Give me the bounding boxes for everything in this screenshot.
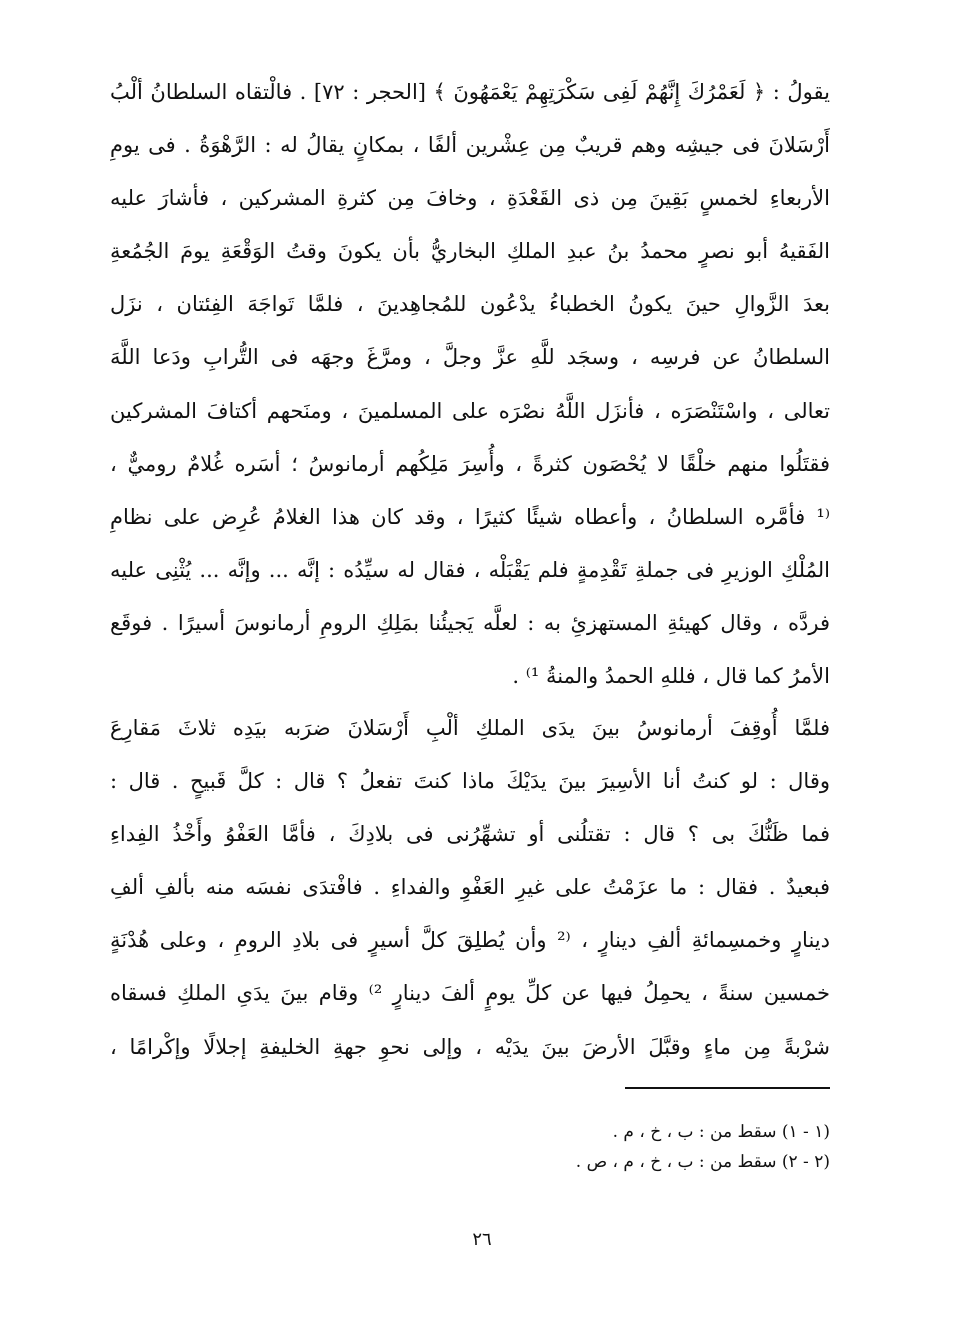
text-line: المُلْكِ الوزيرِ فى جملةِ تَقْدِمةٍ فلم يَقْبَلْه ، فقال له سيِّدُه : إنَّه ... وإنَّه ... يُثْنِى عليه (110, 557, 830, 582)
text-line: الأمرُ كما قال ، فللهِ الحمدُ والمنةُ ¹⁾ . (512, 664, 830, 689)
text-line: فبعيدٌ . فقال : ما عزَمْتُ على غيرِ العَفْوِ والفداءِ . فافْتدَى نفسَه منه بألفِ ألفِ (110, 875, 830, 900)
text-line: وقال : لو كنتُ أنا الأسِيرَ بينَ يدَيْكَ ماذا كنتَ تفعلُ ؟ قال : كلَّ قَبيحٍ . قال : (110, 769, 830, 794)
paragraph-1 (110, 66, 830, 703)
footnotes (430, 1117, 830, 1177)
text-line: الأربعاءِ لخمسٍ بَقِينَ مِن ذى القَعْدَةِ ، وخافَ مِن كثرةِ المشركين ، فأشارَ عليه (110, 186, 830, 211)
footnote-separator (625, 1087, 830, 1089)
text-line: فلمَّا أُوقِفَ أرمانوسُ بينَ يدَى الملكِ ألْبِ أَرْسَلانَ ضرَبه بيَدِه ثلاثَ مَقارِعَ (110, 716, 830, 740)
text-line: يقولُ : ﴿ لَعَمْرُكَ إِنَّهُمْ لَفِى سَكْرَتِهِمْ يَعْمَهُونَ ﴾ [الحجر : ٧٢] . فالْتقاه السلطانُ ألْبُ (110, 80, 830, 104)
footnote-1: (١ - ١) سقط من : ب ، خ ، م . (612, 1122, 830, 1142)
text-line: السلطانُ عن فرسِه ، وسجَد للَّهِ عزَّ وجلَّ ، ومرَّغَ وجهَه فى التُّرابِ ودَعا اللَّهَ (110, 345, 830, 370)
page-number: ٢٦ (472, 1229, 492, 1250)
text-line: فردَّه ، وقال كهيئةِ المستهزئِ به : لعلَّه يَجيئُنا بمَلِكِ الرومِ أرمانوسَ أسيرًا . فوقَع (110, 610, 830, 635)
text-line: تعالى ، واسْتَنْصَرَه ، فأنزَل اللَّهُ نصْرَه على المسلمينَ ، ومنَحهم أكتافَ المشركين (110, 398, 830, 423)
text-line: فما ظَنُّكَ بى ؟ قال : تقتلُنى أو تشهِّرُنى فى بلادِكَ ، فأمَّا العَفْوُ وأَخْذُ الفِداءِ (110, 822, 830, 847)
text-line: خمسين سنةً ، يحمِلُ فيها عن كلِّ يومٍ ألفَ دينارٍ ²⁾ وقام بينَ يدَىِ الملكِ فسقاه (110, 981, 830, 1006)
text-line: بعدَ الزَّوالِ حينَ يكونُ الخطباءُ يدْعُون للمُجاهِدينَ ، فلمَّا تَواجَهَ الفِئتان ، نزَل (110, 292, 830, 317)
paragraph-2 (110, 702, 830, 1074)
text-line: شرْبةً مِن ماءٍ وقبَّلَ الأرضَ بينَ يدَيْه ، وإلى نحوِ جهةِ الخليفةِ إجلالًا وإكْرامًا ، (110, 1034, 830, 1059)
text-line: ⁽¹ فأمَّره السلطانُ ، وأعطاه شيئًا كثيرًا ، وقد كان هذا الغلامُ عُرِض على نظامِ (110, 504, 830, 529)
text-line: دينارٍ وخمسِمائةِ ألفِ دينارٍ ، ⁽² وأن يُطلِقَ كلَّ أسيرٍ فى بلادِ الرومِ ، وعلى هُدْنَةٍ (110, 928, 830, 953)
footnote-2: (٢ - ٢) سقط من : ب ، خ ، م ، ص . (575, 1152, 830, 1172)
text-line: الفَقيهُ أبو نصرٍ محمدُ بنُ عبدِ الملكِ البخاريُّ بأن يكونَ وقتُ الوَقْعَةِ يومَ الجُمُعةِ (110, 239, 830, 264)
text-line: فقتَلُوا منهم خلْقًا لا يُحْصَون كثرةً ، وأُسِرَ مَلِكُهم أرمانوسُ ؛ أسَره غُلامٌ روميٌّ ، (110, 451, 830, 476)
text-line: أَرْسَلانَ فى جيشِه وهم قريبٌ مِن عِشْرين ألفًا ، بمكانٍ يقالُ له : الرَّهْوَةُ . فى يومِ (110, 133, 830, 158)
